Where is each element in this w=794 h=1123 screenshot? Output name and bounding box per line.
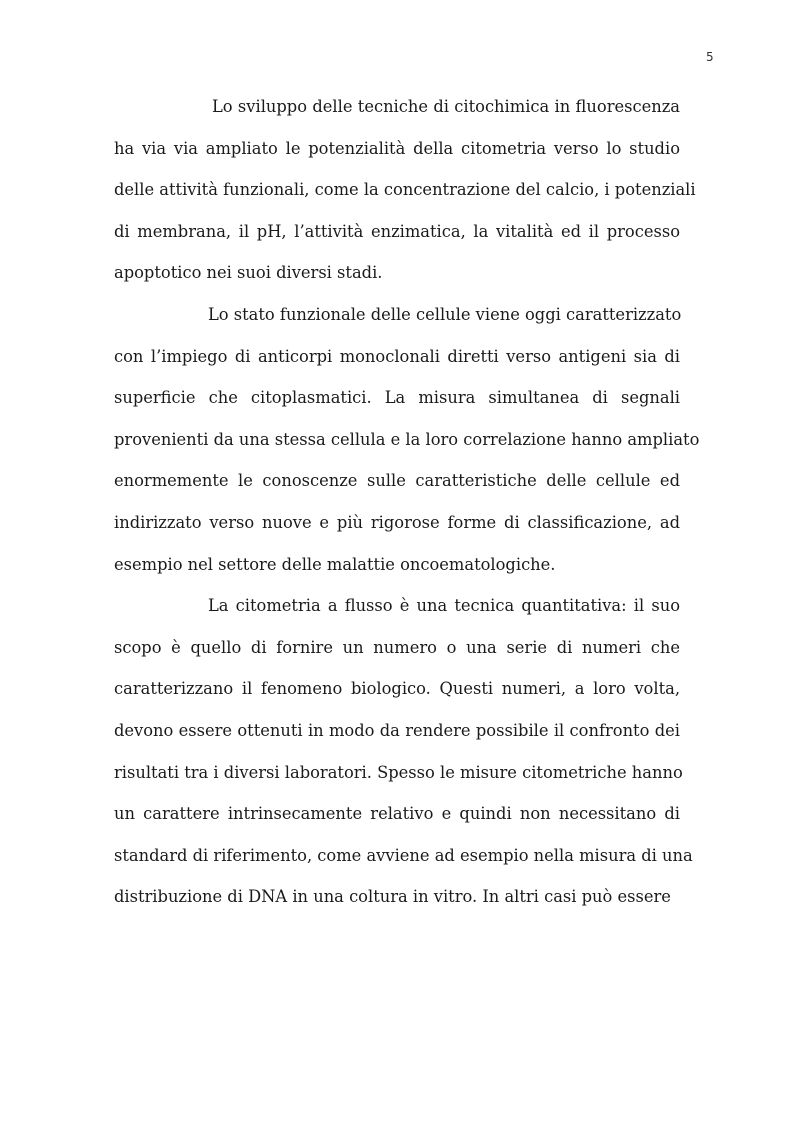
text-line: un carattere intrinsecamente relativo e quindi non necessitano di: [114, 804, 680, 824]
text-line: ha via via ampliato le potenzialità della citometria verso lo studio: [114, 138, 680, 158]
text-line: La citometria a flusso è una tecnica quantitativa: il suo: [208, 596, 680, 616]
page-number: 5: [706, 50, 714, 64]
text-line: provenienti da una stessa cellula e la loro correlazione hanno ampliato: [114, 429, 700, 449]
text-line: Lo stato funzionale delle cellule viene oggi caratterizzato: [208, 304, 682, 324]
text-line: superficie che citoplasmatici. La misura simultanea di segnali: [114, 388, 680, 408]
body-text: [114, 95, 700, 927]
text-line: indirizzato verso nuove e più rigorose forme di classificazione, ad: [114, 512, 680, 532]
text-line: apoptotico nei suoi diversi stadi.: [114, 263, 383, 283]
text-line: Lo sviluppo delle tecniche di citochimica in fluorescenza: [212, 97, 680, 116]
text-line: enormemente le conoscenze sulle caratteristiche delle cellule ed: [114, 471, 680, 491]
text-line: risultati tra i diversi laboratori. Spesso le misure citometriche hanno: [114, 762, 683, 782]
paragraph: [114, 303, 700, 594]
paragraph: [114, 95, 696, 303]
text-line: caratterizzano il fenomeno biologico. Questi numeri, a loro volta,: [114, 679, 680, 699]
text-line: di membrana, il pH, l’attività enzimatica, la vitalità ed il processo: [114, 221, 680, 241]
paragraph: [114, 594, 693, 927]
text-line: con l’impiego di anticorpi monoclonali diretti verso antigeni sia di: [114, 346, 680, 366]
text-line: scopo è quello di fornire un numero o una serie di numeri che: [114, 637, 680, 657]
text-line: esempio nel settore delle malattie oncoematologiche.: [114, 554, 556, 574]
text-line: delle attività funzionali, come la concentrazione del calcio, i potenziali: [114, 180, 696, 200]
text-line: devono essere ottenuti in modo da rendere possibile il confronto dei: [114, 720, 680, 740]
text-line: standard di riferimento, come avviene ad esempio nella misura di una: [114, 845, 693, 865]
text-line: distribuzione di DNA in una coltura in vitro. In altri casi può essere: [114, 887, 671, 907]
